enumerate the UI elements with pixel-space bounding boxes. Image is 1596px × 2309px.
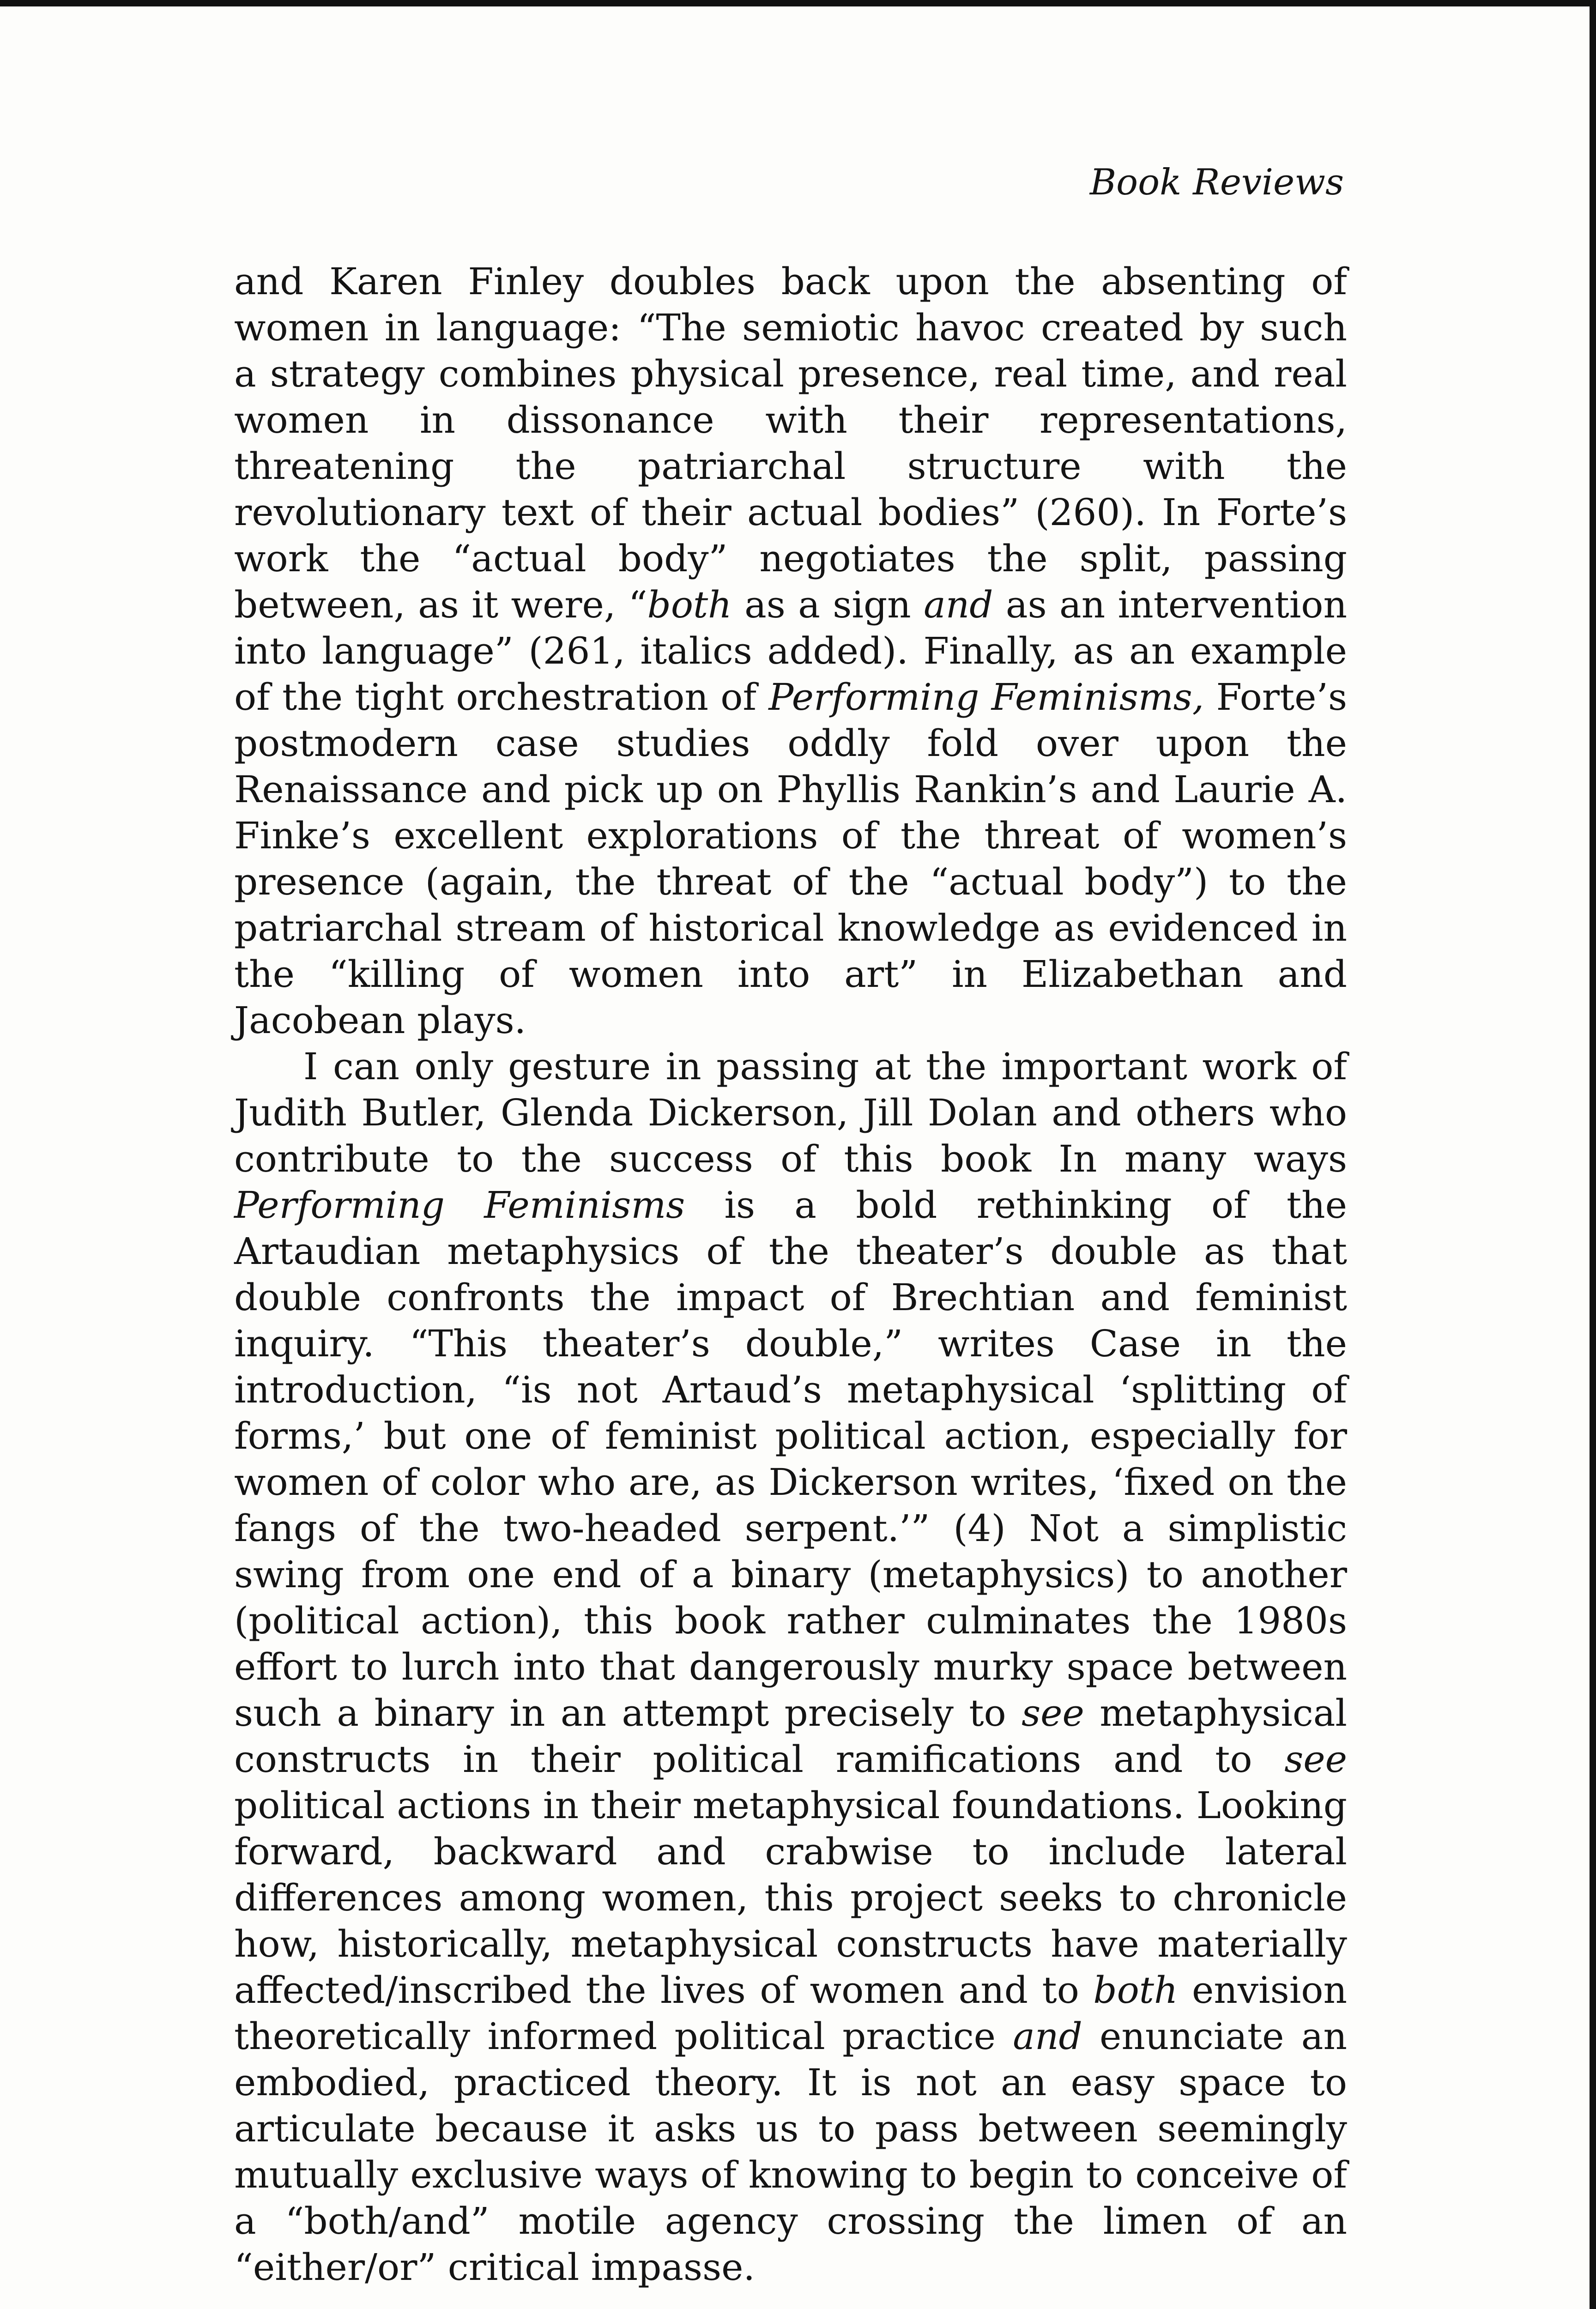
text-run: as an intervention into language” (261, italics added). Finally, as an example of the tight orchestration of	[234, 583, 1347, 719]
italic-run: and	[924, 583, 993, 626]
italic-run: both	[1093, 1969, 1178, 2012]
italic-run: Performing Feminisms,	[768, 676, 1204, 719]
article-body	[234, 259, 1347, 2291]
text-run: as a sign	[732, 583, 924, 626]
italic-run: see	[1284, 1738, 1347, 1781]
text-run: enunciate an embodied, practiced theory. It is not an easy space to articulate because it asks us to pass between seemingly mutually exclusive ways of knowing to begin to conceive of a “both/and” motile agency crossing the limen of an “either/or” critical impasse.	[234, 2015, 1347, 2289]
text-run: envision theoretically informed political practice	[234, 1969, 1347, 2058]
text-run: Forte’s postmodern case studies oddly fold over upon the Renaissance and pick up on Phyllis Rankin’s and Laurie A. Finke’s excellent explorations of the threat of women’s presence (again, the threat of the “actual body”) to the patriarchal stream of historical knowledge as evidenced in the “killing of women into art” in Elizabethan and Jacobean plays.	[234, 676, 1348, 1042]
text-run: metaphysical constructs in their political ramifications and to	[234, 1692, 1347, 1781]
text-run: and Karen Finley doubles back upon the absenting of women in language: “The semiotic havoc created by such a strategy combines physical presence, real time, and real women in dissonance with their representations, threatening the patriarchal structure with the revolutionary text of their actual bodies” (260). In Forte’s work the “actual body” negotiates the split, passing between, as it were, “	[234, 260, 1347, 626]
italic-run: Performing Feminisms	[234, 1184, 685, 1227]
scan-edge-top	[0, 0, 1596, 6]
italic-run: and	[1013, 2015, 1082, 2058]
text-run: I can only gesture in passing at the important work of Judith Butler, Glenda Dickerson, Jill Dolan and others who contribute to the success of this book In many ways	[234, 1045, 1347, 1180]
scan-edge-right	[1590, 0, 1596, 2309]
text-run: is a bold rethinking of the Artaudian metaphysics of the theater’s double as that double confronts the impact of Brechtian and feminist inquiry. “This theater’s double,” writes Case in the introduction, “is not Artaud’s metaphysical ‘splitting of forms,’ but one of feminist political action, especially for women of color who are, as Dickerson writes, ‘fixed on the fangs of the two-headed serpent.’” (4) Not a simplistic swing from one end of a binary (metaphysics) to another (political action), this book rather culminates the 1980s effort to lurch into that dangerously murky space between such a binary in an attempt precisely to	[234, 1184, 1347, 1735]
paragraph-2	[234, 1044, 1347, 2291]
italic-run: both	[647, 583, 732, 626]
italic-run: see	[1022, 1692, 1084, 1735]
paragraph-1	[234, 259, 1347, 1044]
running-head: Book Reviews	[1089, 162, 1344, 203]
text-run: political actions in their metaphysical foundations. Looking forward, backward and crabwise to include lateral differences among women, this project seeks to chronicle how, historically, metaphysical constructs have materially affected/inscribed the lives of women and to	[234, 1784, 1347, 2012]
